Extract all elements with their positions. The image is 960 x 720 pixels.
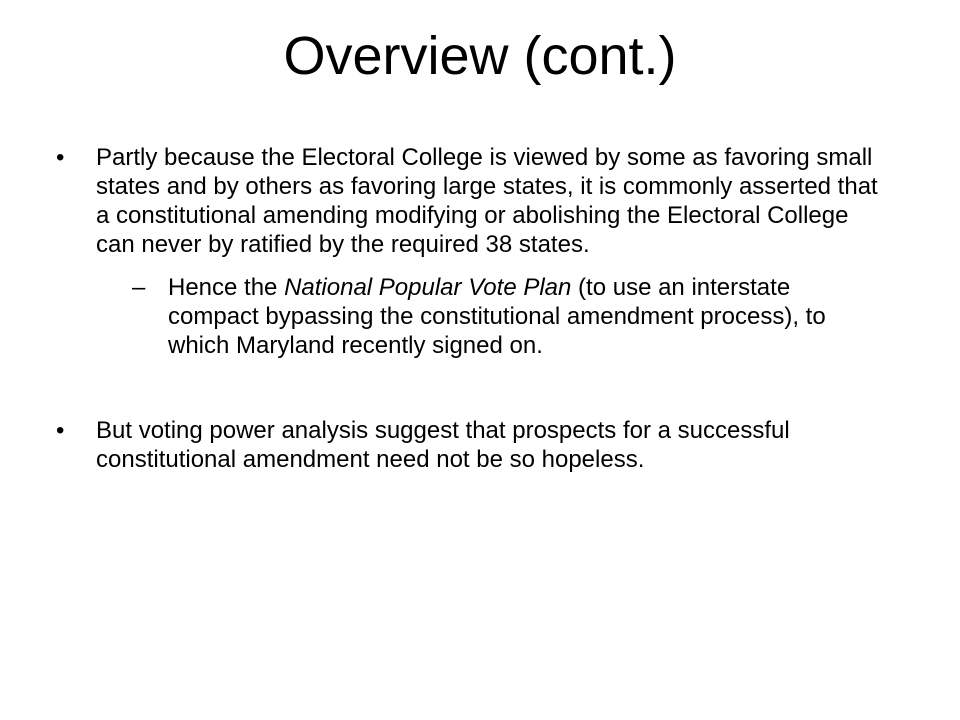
slide-body bbox=[56, 143, 886, 474]
bullet-item bbox=[56, 416, 886, 474]
bullet-text: But voting power analysis suggest that prospects for a successful constitutional amendment need not be so hopeless. bbox=[96, 417, 790, 473]
sub-bullet-italic-text: National Popular Vote Plan bbox=[284, 274, 572, 301]
bullet-marker: • bbox=[56, 144, 65, 171]
sub-bullet-marker: – bbox=[132, 274, 146, 301]
sub-bullet-text-after: (to use an interstate compact bypassing the constitutional amendment process), to which Maryland recently signed on. bbox=[168, 274, 826, 359]
bullet-item bbox=[56, 143, 886, 259]
bullet-text: Partly because the Electoral College is viewed by some as favoring small states and by others as favoring large states, it is commonly asserted that a constitutional amending modifying or abolishing the Electoral College can never by ratified by the required 38 states. bbox=[96, 144, 878, 258]
sub-bullet-item bbox=[132, 273, 853, 360]
sub-bullet-text-before: Hence the bbox=[168, 274, 285, 301]
bullet-marker: • bbox=[56, 417, 65, 444]
slide-title: Overview (cont.) bbox=[283, 26, 677, 86]
